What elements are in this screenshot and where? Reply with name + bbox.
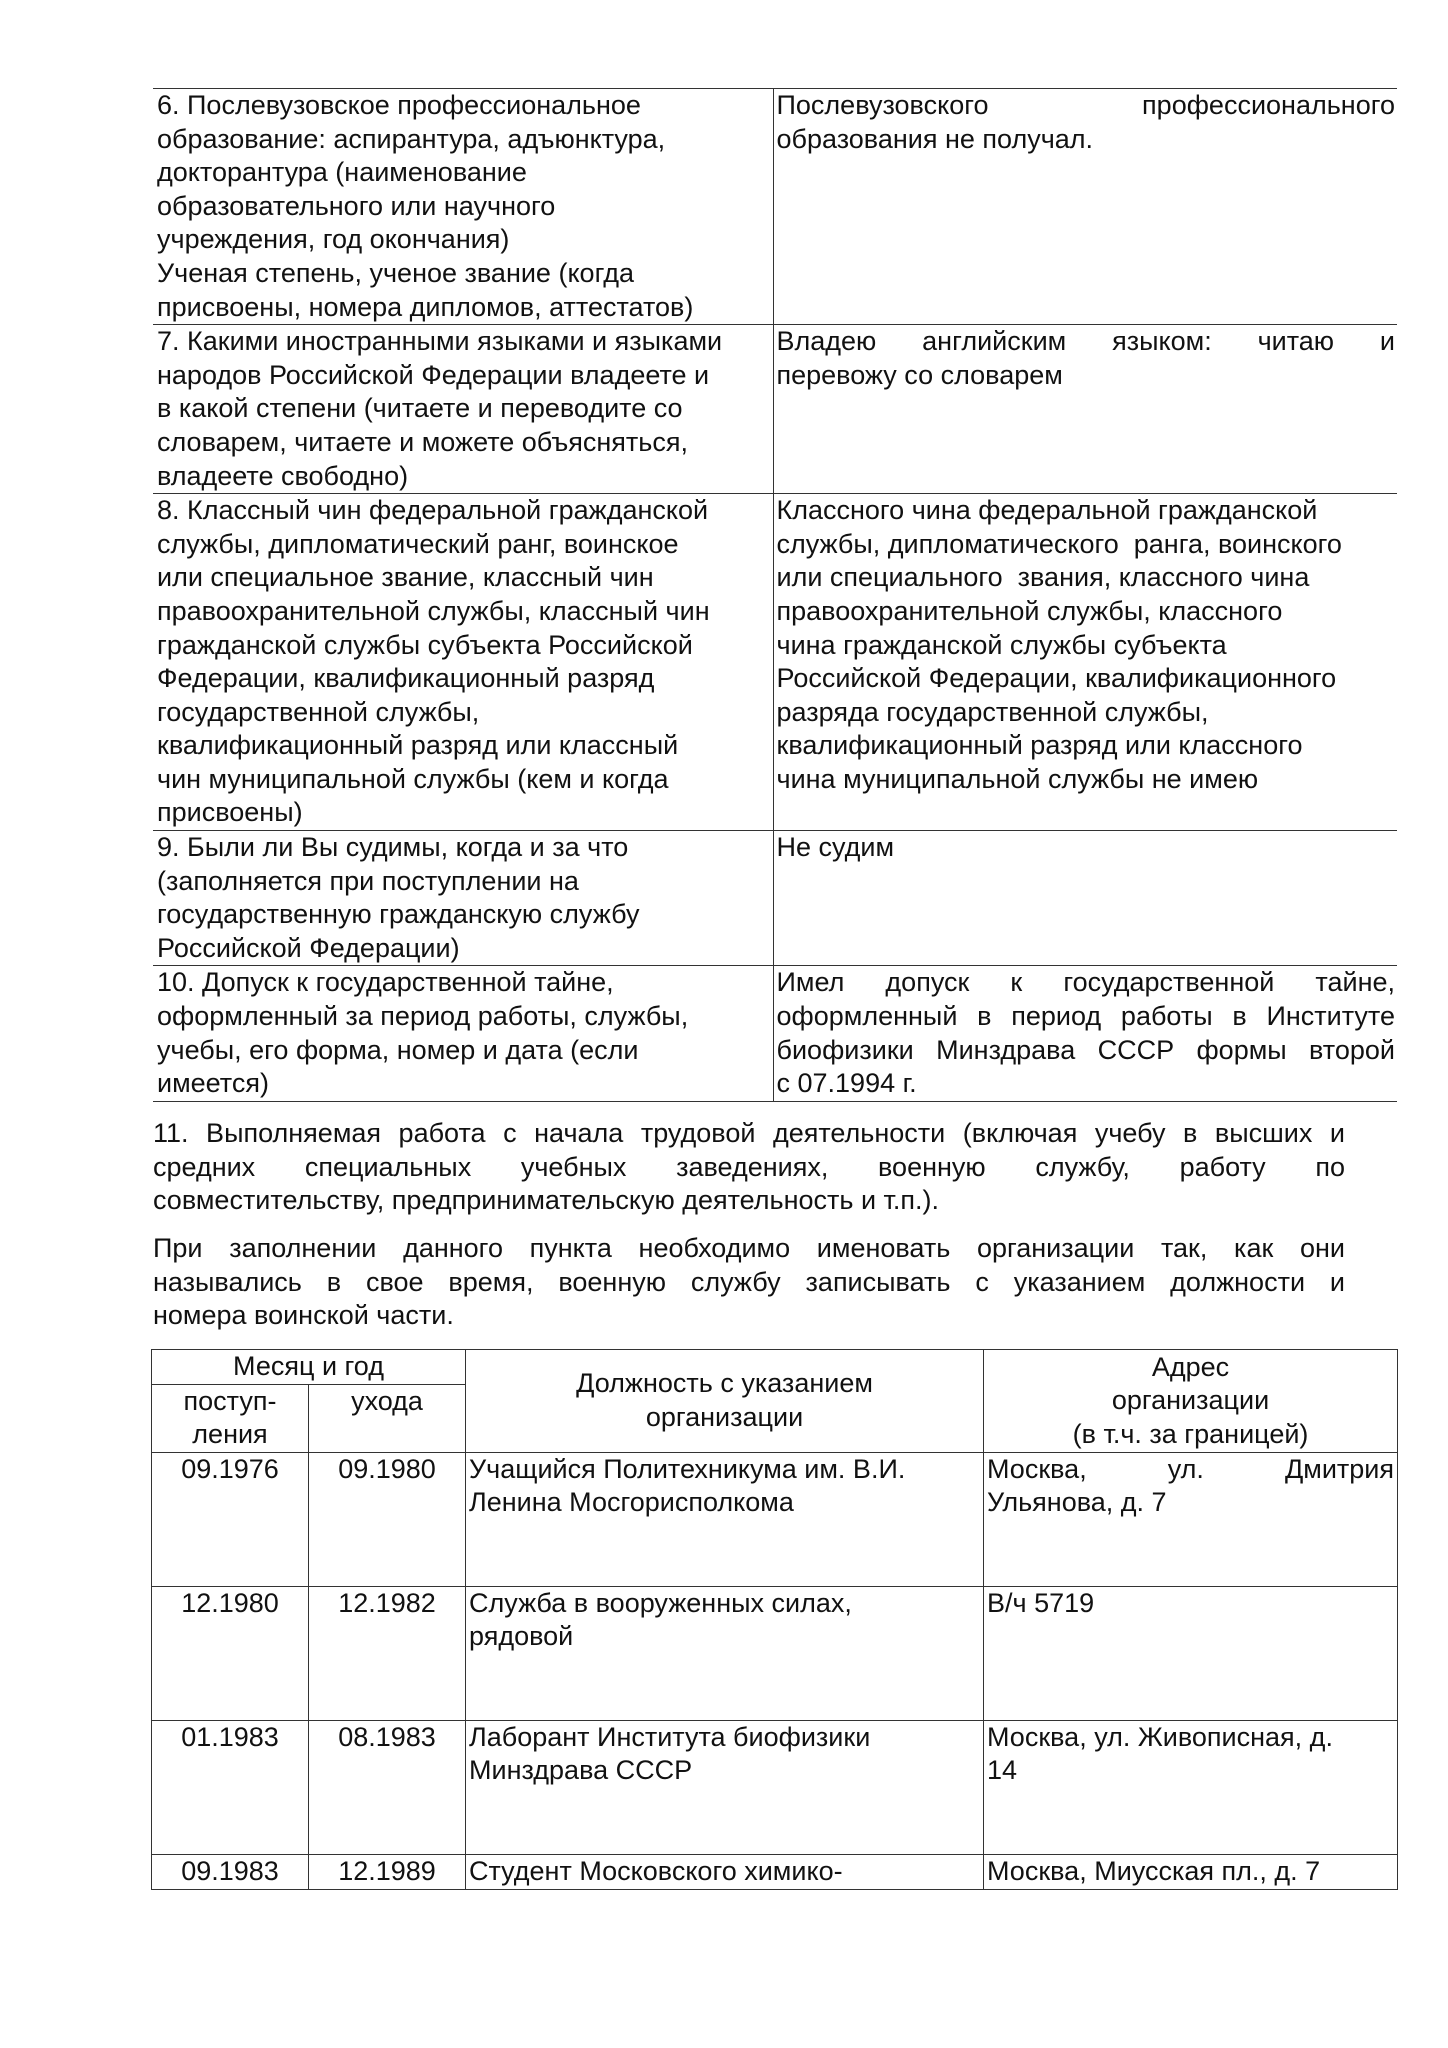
start-date-cell: 01.1983: [152, 1720, 309, 1854]
start-date-cell: 09.1983: [152, 1854, 309, 1889]
table-row: [152, 1854, 1398, 1889]
question-row-6: [153, 89, 1397, 325]
question-row-7: [153, 325, 1397, 494]
table-row: [152, 1720, 1398, 1854]
question-row-8: [153, 494, 1397, 831]
answer-6: Послевузовского профессионального образования не получал.: [773, 89, 1397, 325]
end-header: ухода: [309, 1384, 466, 1452]
answer-8: Классного чина федеральной гражданской службы, дипломатического ранга, воинского или специального звания, классного чина правоохранительной службы, классного чина гражданской службы субъекта Российской Федерации, квалификационного разряда государственной службы, квалификационный разряд или классного чина муниципальной службы не имею: [773, 494, 1397, 831]
work-table-header-row: [152, 1350, 1398, 1385]
answer-9: Не судим: [773, 831, 1397, 966]
end-date-cell: 12.1989: [309, 1854, 466, 1889]
position-cell: Учащийся Политехникума им. В.И. Ленина Мосгорисполкома: [466, 1452, 984, 1586]
instruction-paragraph: При заполнении данного пункта необходимо именовать организации так, как они назывались в свое время, военную службу записывать с указанием должности и номера воинской части.: [153, 1233, 1345, 1331]
address-cell: Москва, ул. Дмитрия Ульянова, д. 7: [984, 1452, 1398, 1586]
question-row-9: [153, 831, 1397, 966]
table-row: [152, 1452, 1398, 1586]
question-7: 7. Какими иностранными языками и языками народов Российской Федерации владеете и в какой степени (читаете и переводите со словарем, читаете и можете объясняться, владеете свободно): [153, 325, 773, 494]
start-date-cell: 09.1976: [152, 1452, 309, 1586]
address-cell: Москва, Миусская пл., д. 7: [984, 1854, 1398, 1889]
question-10: 10. Допуск к государственной тайне, оформленный за период работы, службы, учебы, его форма, номер и дата (если имеется): [153, 966, 773, 1101]
question-6: 6. Послевузовское профессиональное образование: аспирантура, адъюнктура, докторантура (наименование образовательного или научного учреждения, год окончания) Ученая степень, ученое звание (когда присвоены, номера дипломов, аттестатов): [153, 89, 773, 325]
work-history-table: [151, 1349, 1398, 1890]
answer-10: Имел допуск к государственной тайне, оформленный в период работы в Институте биофизики Минздрава СССР формы второй с 07.1994 г.: [773, 966, 1397, 1101]
question-9: 9. Были ли Вы судимы, когда и за что (заполняется при поступлении на государственную гражданскую службу Российской Федерации): [153, 831, 773, 966]
answer-7: Владею английским языком: читаю и перевожу со словарем: [773, 325, 1397, 494]
address-cell: В/ч 5719: [984, 1586, 1398, 1720]
end-date-cell: 12.1982: [309, 1586, 466, 1720]
position-cell: Студент Московского химико-: [466, 1854, 984, 1889]
position-cell: Лаборант Института биофизики Минздрава СССР: [466, 1720, 984, 1854]
month-year-header: Месяц и год: [152, 1350, 466, 1385]
position-cell: Служба в вооруженных силах, рядовой: [466, 1586, 984, 1720]
question-row-10: [153, 966, 1397, 1101]
question-8: 8. Классный чин федеральной гражданской службы, дипломатический ранг, воинское или специальное звание, классный чин правоохранительной службы, классный чин гражданской службы субъекта Российской Федерации, квалификационный разряд государственной службы, квалификационный разряд или классный чин муниципальной службы (кем и когда присвоены): [153, 494, 773, 831]
start-date-cell: 12.1980: [152, 1586, 309, 1720]
table-row: [152, 1586, 1398, 1720]
end-date-cell: 09.1980: [309, 1452, 466, 1586]
questionnaire-table: [153, 88, 1397, 1102]
start-header: поступ- ления: [152, 1384, 309, 1452]
end-date-cell: 08.1983: [309, 1720, 466, 1854]
address-header: Адрес организации (в т.ч. за границей): [984, 1350, 1398, 1453]
address-cell: Москва, ул. Живописная, д. 14: [984, 1720, 1398, 1854]
section-11-heading: 11. Выполняемая работа с начала трудовой деятельности (включая учебу в высших и средних специальных учебных заведениях, военную службу, работу по совместительству, предпринимательскую деятельность и т.п.).: [153, 1118, 1345, 1216]
position-header: Должность с указанием организации: [466, 1350, 984, 1453]
